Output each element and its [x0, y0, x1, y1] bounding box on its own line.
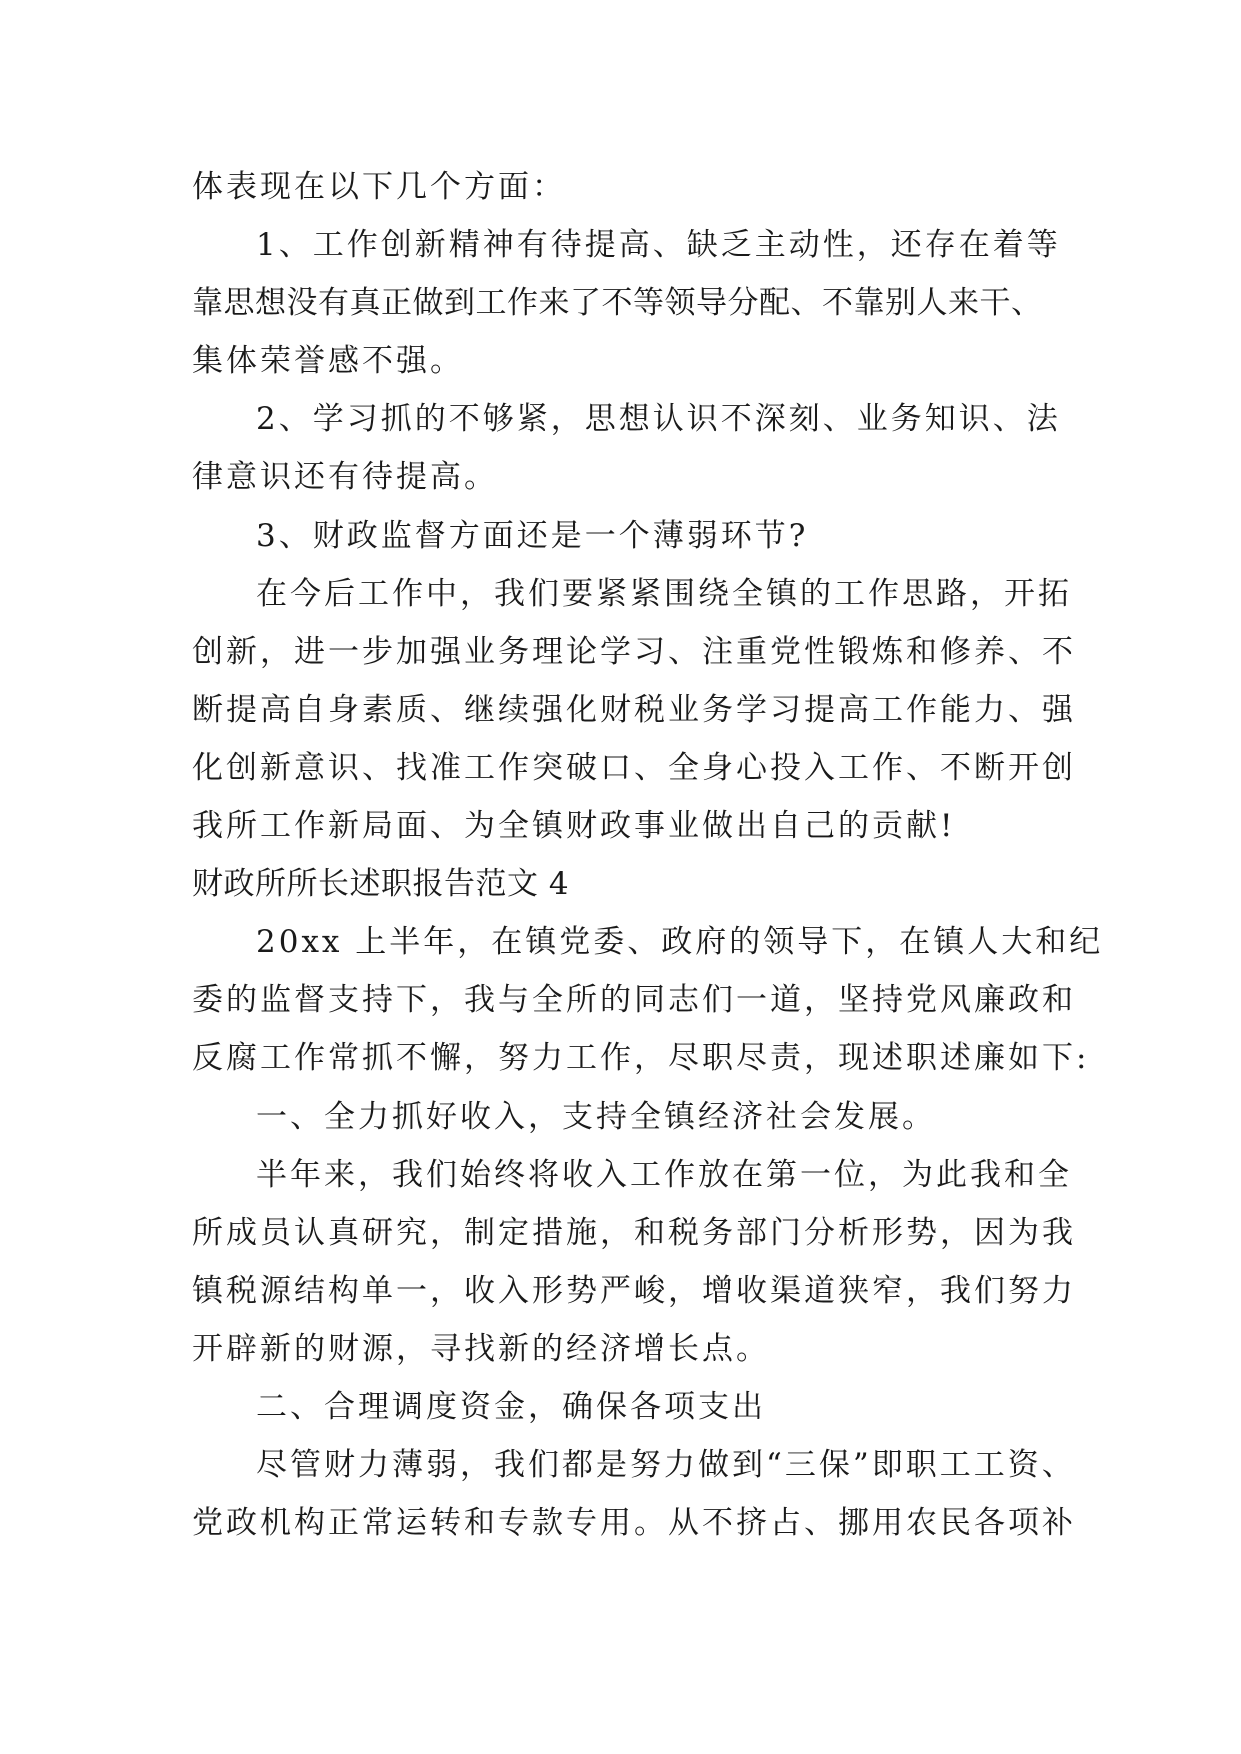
text-line: 创新，进一步加强业务理论学习、注重党性锻炼和修养、不 [192, 633, 1076, 670]
paragraph-start: 尽管财力薄弱，我们都是努力做到“三保”即职工工资、 [256, 1447, 1076, 1484]
section-heading: 财政所所长述职报告范文 4 [192, 866, 570, 903]
subheading-2: 二、合理调度资金，确保各项支出 [256, 1388, 766, 1425]
text-line: 体表现在以下几个方面： [192, 169, 566, 205]
text-line: 委的监督支持下，我与全所的同志们一道，坚持党风廉政和 [192, 982, 1076, 1019]
subheading-1: 一、全力抓好收入，支持全镇经济社会发展。 [256, 1098, 936, 1135]
list-item-2: 2、学习抓的不够紧，思想认识不深刻、业务知识、法 [256, 401, 1061, 438]
text-line: 开辟新的财源，寻找新的经济增长点。 [192, 1330, 770, 1367]
paragraph-start: 半年来，我们始终将收入工作放在第一位，为此我和全 [256, 1156, 1072, 1193]
paragraph-start: 在今后工作中，我们要紧紧围绕全镇的工作思路，开拓 [256, 575, 1072, 612]
document-body [192, 158, 1104, 1552]
text-line: 断提高自身素质、继续强化财税业务学习提高工作能力、强 [192, 691, 1076, 728]
text-line: 靠思想没有真正做到工作来了不等领导分配、不靠别人来干、 [192, 285, 1043, 322]
text-line: 律意识还有待提高。 [192, 459, 498, 496]
text-line: 镇税源结构单一，收入形势严峻，增收渠道狭窄，我们努力 [192, 1272, 1076, 1309]
paragraph-start: 20xx 上半年，在镇党委、政府的领导下，在镇人大和纪 [256, 924, 1104, 961]
list-item-1: 1、工作创新精神有待提高、缺乏主动性，还存在着等 [256, 227, 1061, 264]
text-line: 集体荣誉感不强。 [192, 343, 464, 380]
text-line: 我所工作新局面、为全镇财政事业做出自己的贡献! [192, 808, 956, 845]
text-line: 化创新意识、找准工作突破口、全身心投入工作、不断开创 [192, 749, 1076, 786]
text-line: 反腐工作常抓不懈，努力工作，尽职尽责，现述职述廉如下: [192, 1040, 1090, 1077]
text-line: 党政机构正常运转和专款专用。从不挤占、挪用农民各项补 [192, 1505, 1076, 1542]
list-item-3: 3、财政监督方面还是一个薄弱环节? [256, 517, 809, 554]
text-line: 所成员认真研究，制定措施，和税务部门分析形势，因为我 [192, 1214, 1076, 1251]
